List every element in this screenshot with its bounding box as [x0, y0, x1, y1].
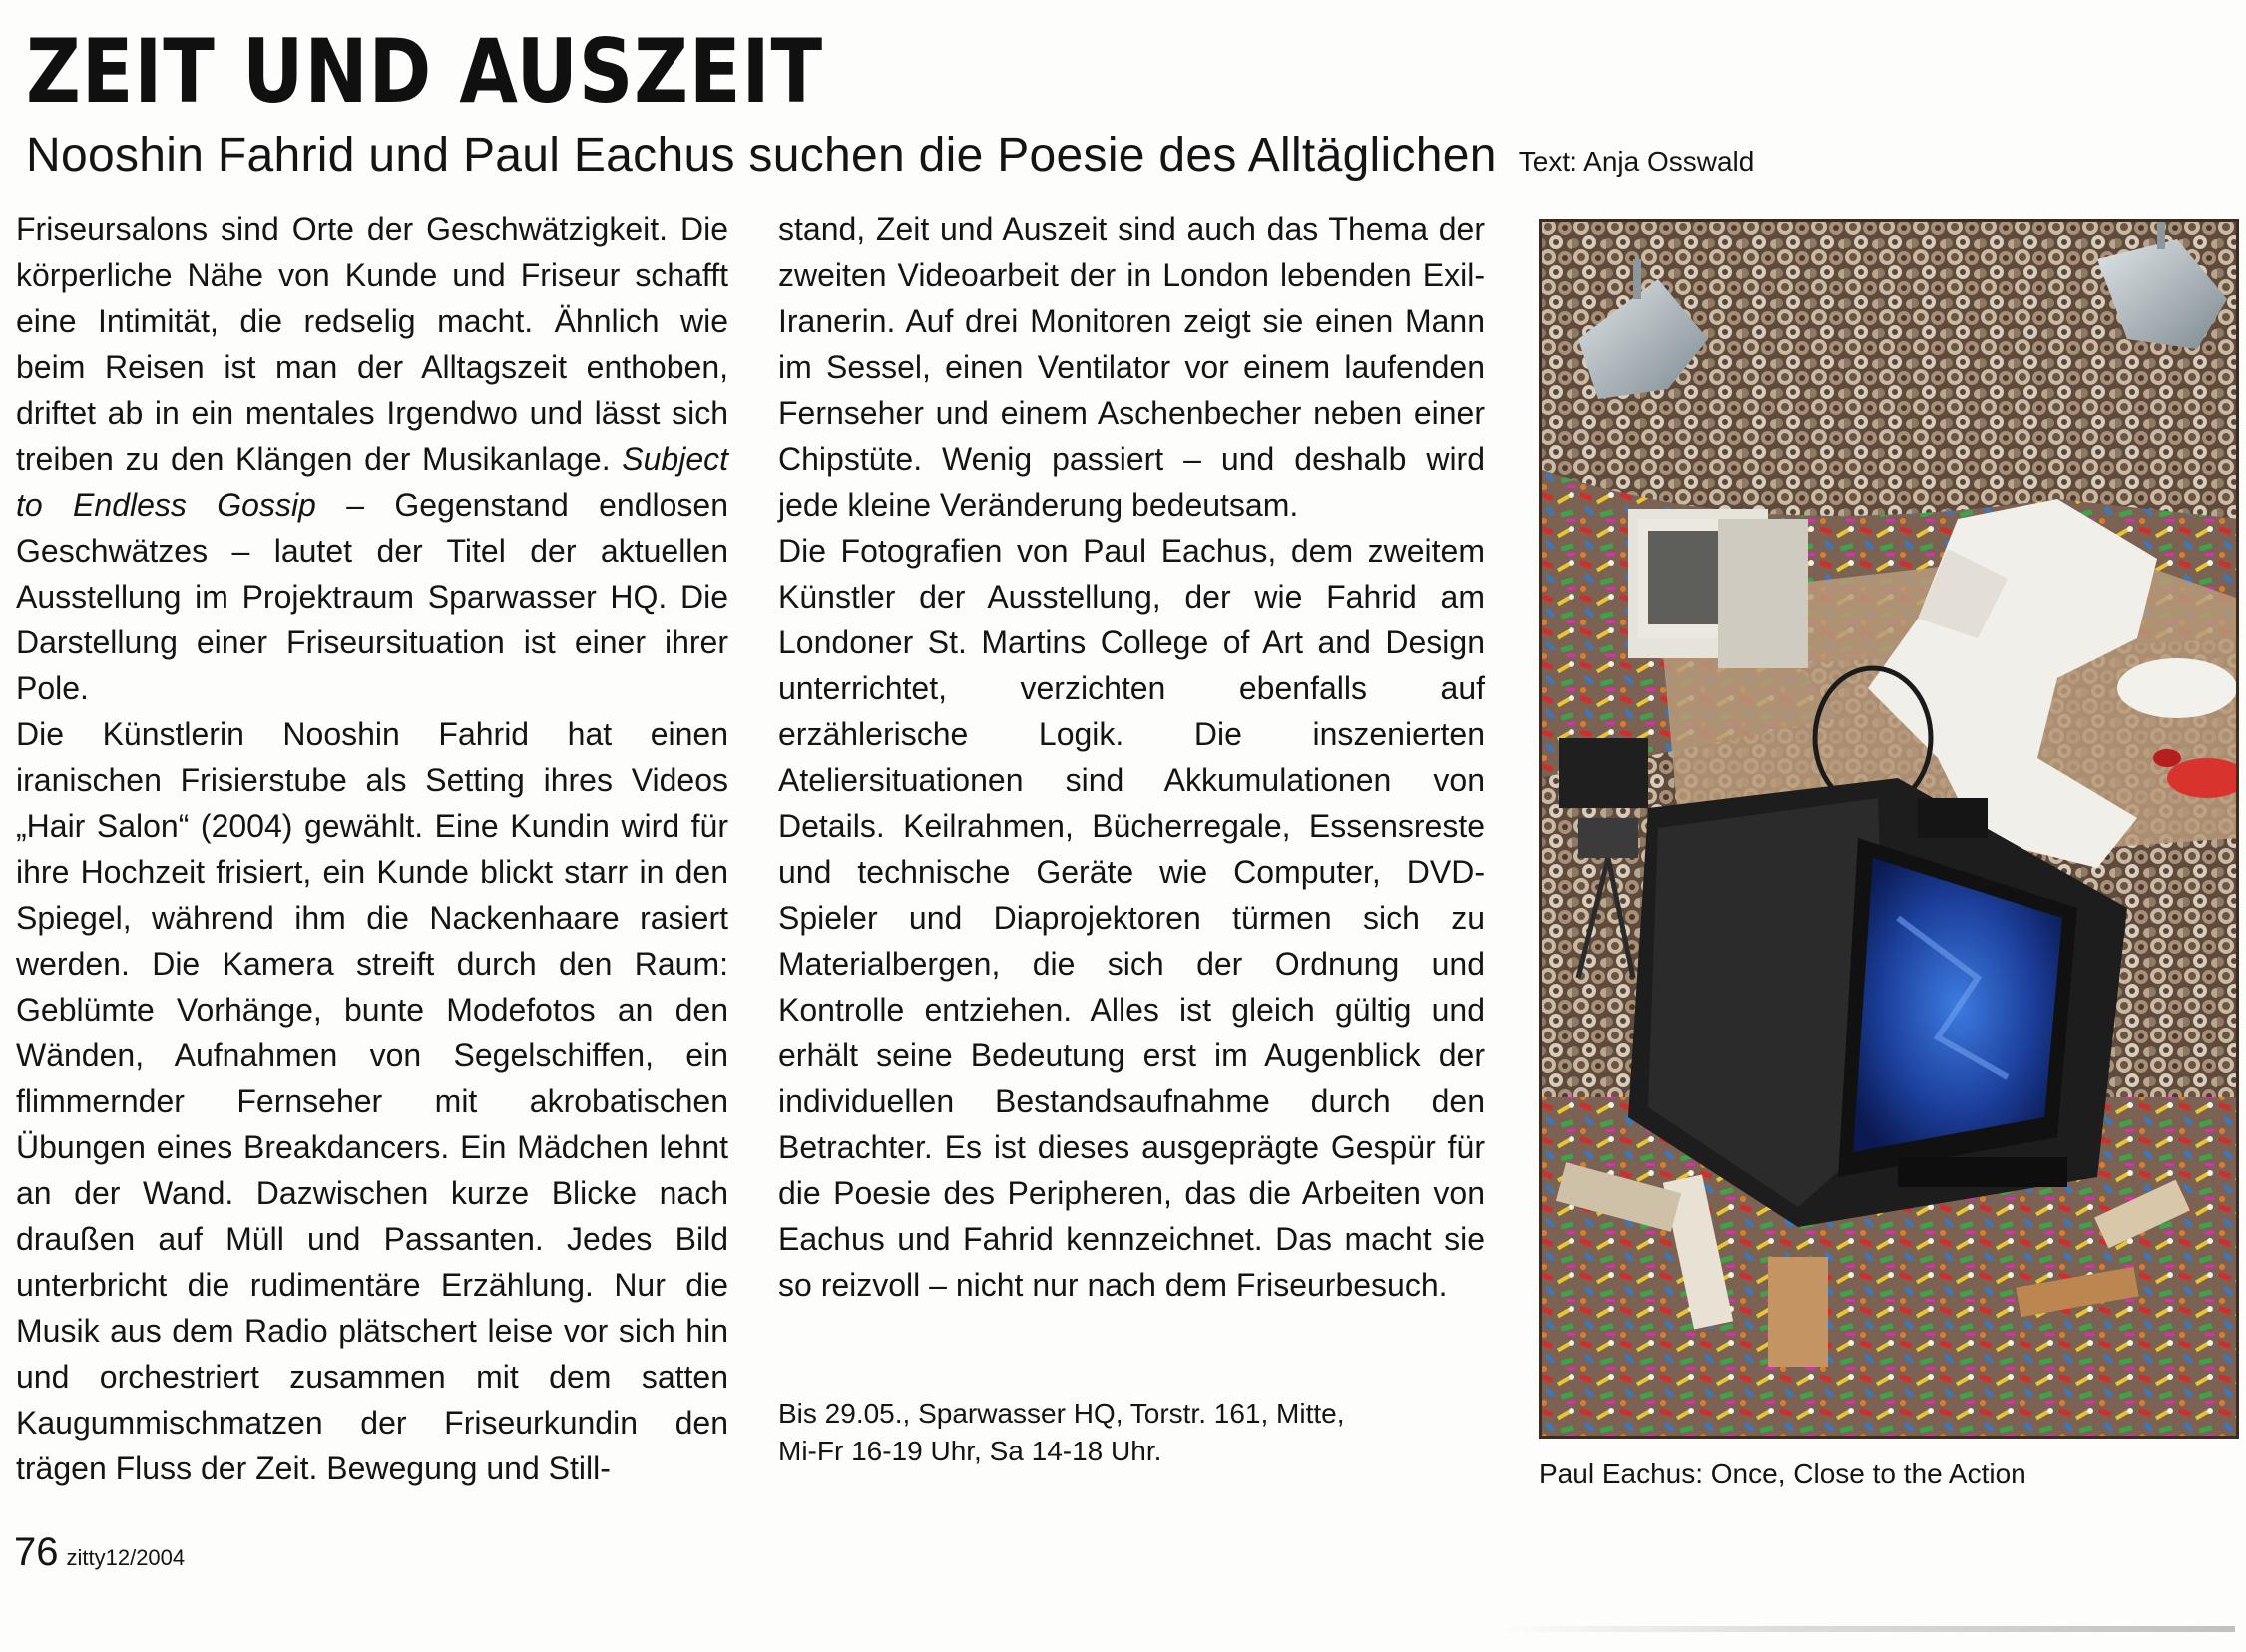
- exhibition-info-line: Bis 29.05., Sparwasser HQ, Torstr. 161, Mitte,: [778, 1398, 1345, 1429]
- byline: Text: Anja Osswald: [1518, 146, 1755, 177]
- exhibition-title: Subject to Endless Gossip: [16, 441, 728, 523]
- page-number: 76: [14, 1530, 59, 1574]
- exhibition-info: [778, 1395, 1477, 1470]
- text-column-1: [16, 206, 728, 1491]
- artwork-photo: [1539, 219, 2239, 1439]
- paragraph: [16, 206, 728, 711]
- page-footer: [14, 1530, 185, 1575]
- scan-artifact: [1497, 1626, 2235, 1632]
- text-column-2: [778, 206, 1485, 1308]
- exhibition-info-line: Mi-Fr 16-19 Uhr, Sa 14-18 Uhr.: [778, 1436, 1162, 1466]
- paragraph: Die Fotografien von Paul Eachus, dem zweitem Künstler der Ausstellung, der wie Fahrid am Londoner St. Martins College of Art and Design unterrichtet, verzichten ebenfalls auf erzählerische Logik. Die inszenierten Ateliersituationen sind Akkumulationen von Details. Keilrahmen, Bücherregale, Essensreste und technische Geräte wie Computer, DVD-Spieler und Diaprojektoren türmen sich zu Materialbergen, die sich der Ordnung und Kontrolle entziehen. Alles ist gleich gültig und erhält seine Bedeutung erst im Augenblick der individuellen Bestandsaufnahme durch den Betrachter. Es ist dieses ausgeprägte Gespür für die Poesie des Peripheren, das die Arbeiten von Eachus und Fahrid kennzeichnet. Das macht sie so reizvoll – nicht nur nach dem Friseurbesuch.: [778, 533, 1485, 1303]
- subheading-line: [26, 124, 1754, 199]
- subtitle: Nooshin Fahrid und Paul Eachus suchen die Poesie des Alltäglichen: [26, 129, 1497, 182]
- photo-caption: Paul Eachus: Once, Close to the Action: [1539, 1458, 2026, 1489]
- paragraph-text: Friseursalons sind Orte der Geschwätzigkeit. Die körperliche Nähe von Kunde und Friseur schafft eine Intimität, die redselig macht. Ähnlich wie beim Reisen ist man der Alltagszeit enthoben, driftet ab in ein mentales Irgendwo und lässt sich treiben zu den Klängen der Musikanlage.: [16, 211, 728, 477]
- issue-label: zitty12/2004: [66, 1545, 186, 1570]
- headline: ZEIT UND AUSZEIT: [26, 20, 823, 123]
- paragraph: Die Künstlerin Nooshin Fahrid hat einen iranischen Frisierstube als Setting ihres Videos „Hair Salon“ (2004) gewählt. Eine Kundin wird für ihre Hochzeit frisiert, ein Kunde blickt starr in den Spiegel, während ihm die Nackenhaare rasiert werden. Die Kamera streift durch den Raum: Geblümte Vorhänge, bunte Modefotos an den Wänden, Aufnahmen von Segelschiffen, ein flimmernder Fernseher mit akrobatischen Übungen eines Breakdancers. Ein Mädchen lehnt an der Wand. Dazwischen kurze Blicke nach draußen auf Müll und Passanten. Jedes Bild unterbricht die rudimentäre Erzählung. Nur die Musik aus dem Radio plätschert leise vor sich hin und orchestriert zusammen mit dem satten Kaugummischmatzen der Friseurkundin den trägen Fluss der Zeit. Bewegung und Still-: [16, 716, 728, 1486]
- paragraph-text: – Gegenstand endlosen Geschwätzes – lautet der Titel der aktuellen Ausstellung im Projektraum Sparwasser HQ. Die Darstellung einer Friseursituation ist einer ihrer Pole.: [16, 487, 729, 706]
- paragraph: stand, Zeit und Auszeit sind auch das Thema der zweiten Videoarbeit der in London lebenden Exil-Iranerin. Auf drei Monitoren zeigt sie einen Mann im Sessel, einen Ventilator vor einem laufenden Fernseher und einem Aschenbecher neben einer Chipstüte. Wenig passiert – und deshalb wird jede kleine Veränderung bedeutsam.: [778, 211, 1485, 523]
